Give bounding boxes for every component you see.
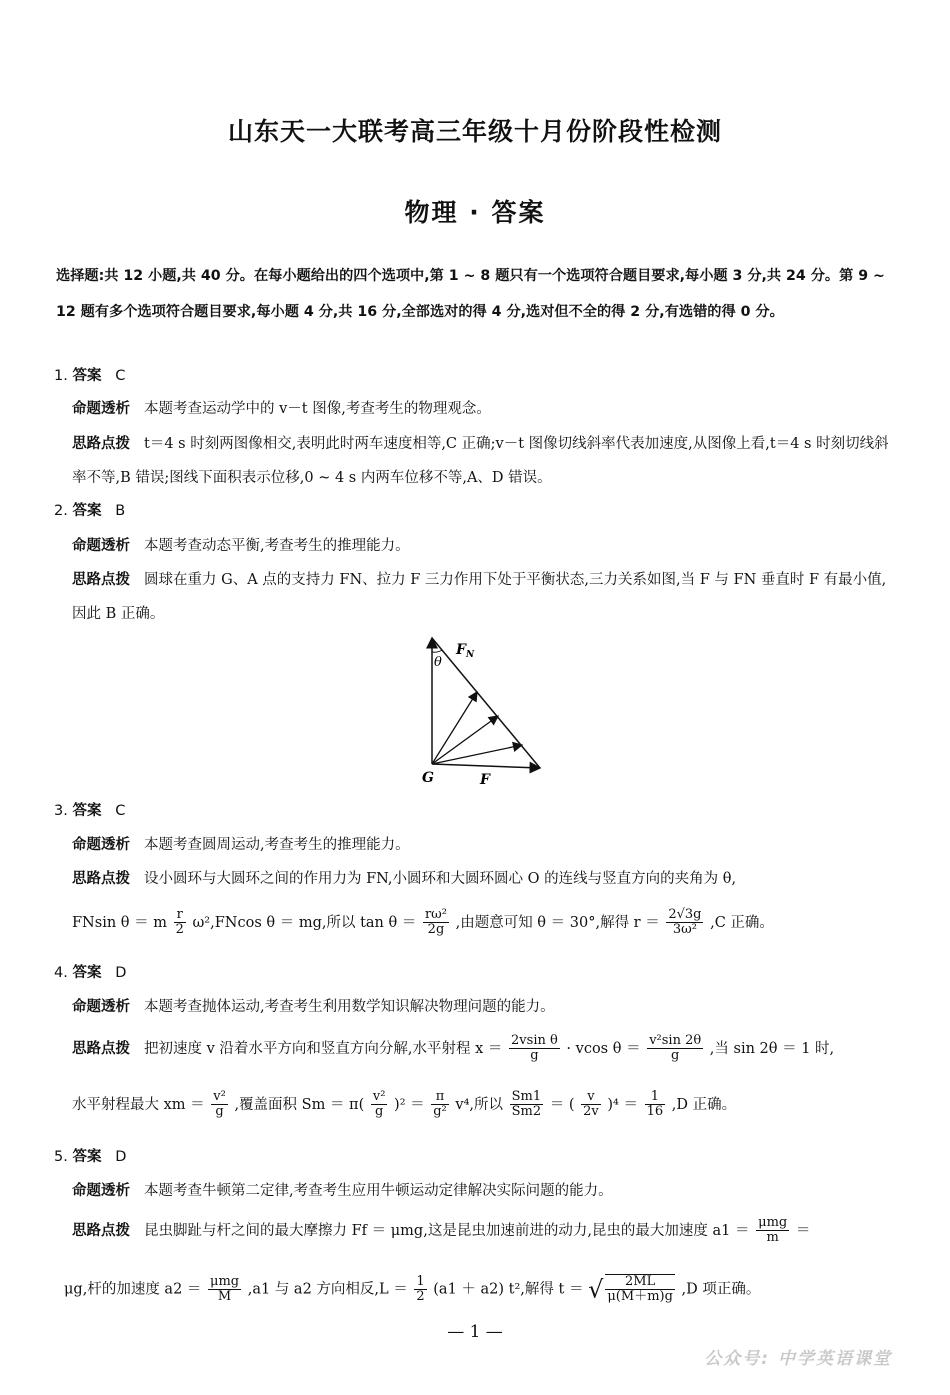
q3-hint-part-b: ω²,FNcos θ ＝ mg,所以 tan θ ＝: [192, 914, 417, 931]
q4-answer-value: D: [115, 965, 127, 981]
q5-insight-text: 本题考查牛顿第二定律,考查考生应用牛顿运动定律解决实际问题的能力。: [144, 1183, 613, 1199]
q3-frac-2: $\frac{\text{rω²}}{2g}$: [424, 907, 447, 938]
q4-insight: [72, 996, 555, 1018]
page-title: 山东天一大联考高三年级十月份阶段性检测: [227, 117, 722, 146]
q4-frac-2: $\frac{\text{v²sin 2θ}}{g}$: [649, 1033, 702, 1064]
q5-hint-part-d: ,a1 与 a2 方向相反,L ＝: [247, 1281, 408, 1298]
q4-hint-part-a: 把初速度 v 沿着水平方向和竖直方向分解,水平射程 x ＝: [144, 1040, 503, 1057]
q5-insight: [72, 1180, 613, 1202]
q4-hint-part-b: · vcos θ ＝: [566, 1040, 641, 1057]
tension-vector: [432, 764, 540, 768]
q3-hint-part-d: ,C 正确。: [710, 914, 774, 931]
hint-label: 思路点拨: [72, 436, 130, 452]
sqrt-sign-icon: √: [588, 1275, 604, 1304]
q1-insight: [72, 398, 491, 420]
answer-label: 答案: [72, 1149, 102, 1165]
fn-label: $F_N$: [456, 642, 475, 660]
q5-frac-3: $\frac{1}{2}$: [416, 1273, 425, 1304]
q4-answer: [54, 962, 126, 984]
q3-number: 3.: [54, 803, 68, 819]
q4-hint-part-e: ,覆盖面积 Sm ＝ π(: [234, 1096, 365, 1113]
q5-answer: [54, 1146, 126, 1168]
watermark: 公众号: 中学英语课堂: [704, 1349, 892, 1369]
q1-hint: [72, 427, 898, 495]
q1-insight-text: 本题考查运动学中的 v－t 图像,考查考生的物理观念。: [144, 401, 491, 417]
insight-label: 命题透析: [72, 1183, 130, 1199]
q3-frac-1: $\frac{r}{2}$: [175, 907, 184, 938]
page-number: — 1 —: [447, 1322, 503, 1342]
theta-label: θ: [434, 655, 442, 670]
hint-label: 思路点拨: [72, 572, 130, 588]
insight-label: 命题透析: [72, 401, 130, 417]
force-triangle-diagram: [410, 632, 560, 792]
insight-label: 命题透析: [72, 538, 130, 554]
q5-hint-line1: [72, 1216, 810, 1246]
q3-hint-text-1: 设小圆环与大圆环之间的作用力为 FN,小圆环和大圆环圆心 O 的连线与竖直方向的夹角为 θ,: [144, 871, 737, 887]
q3-hint-part-c: ,由题意可知 θ ＝ 30°,解得 r ＝: [455, 914, 660, 931]
answer-label: 答案: [72, 803, 102, 819]
q2-hint-text: 圆球在重力 G、A 点的支持力 FN、拉力 F 三力作用下处于平衡状态,三力关系如图,当 F 与 FN 垂直时 F 有最小值,因此 B 正确。: [72, 572, 887, 622]
q3-answer: [54, 800, 125, 822]
q5-hint-line2: [64, 1274, 760, 1305]
q2-insight: [72, 535, 410, 557]
answer-label: 答案: [72, 368, 102, 384]
insight-label: 命题透析: [72, 837, 130, 853]
q5-number: 5.: [54, 1149, 68, 1165]
insight-label: 命题透析: [72, 999, 130, 1015]
answer-label: 答案: [72, 503, 102, 519]
resultant-arrow-1: [432, 692, 477, 764]
q5-answer-value: D: [115, 1149, 127, 1165]
q4-hint-part-h: ＝ (: [549, 1096, 575, 1113]
intro-paragraph: 选择题:共 12 小题,共 40 分。在每小题给出的四个选项中,第 1 ~ 8 题只有一个选项符合题目要求,每小题 3 分,共 24 分。第 9 ~ 12 题有多个选项符合题目要求,每小题 4 分,共 16 分,全部选对的得 4 分,选对但不全的得 2 分,有选错的得 0 分。: [56, 268, 885, 320]
q5-frac-1: $\frac{\text{μmg}}{m}$: [758, 1215, 788, 1246]
q4-frac-4: $\frac{\text{v²}}{g}$: [372, 1089, 386, 1120]
q4-insight-text: 本题考查抛体运动,考查考生利用数学知识解决物理问题的能力。: [144, 999, 555, 1015]
q2-number: 2.: [54, 503, 68, 519]
q5-hint-part-e: (a1 ＋ a2) t²,解得 t ＝: [433, 1281, 584, 1298]
page-subtitle: 物理 · 答案: [404, 198, 546, 227]
q4-hint-part-d: 水平射程最大 xm ＝: [72, 1096, 205, 1113]
g-label: G: [422, 770, 434, 786]
q5-hint-part-c: μg,杆的加速度 a2 ＝: [64, 1281, 202, 1298]
theta-arc: [432, 650, 442, 652]
q3-insight-text: 本题考查圆周运动,考查考生的推理能力。: [144, 837, 410, 853]
q4-frac-6: $\frac{Sm1}{Sm2}$: [511, 1089, 542, 1120]
q1-answer-value: C: [115, 368, 126, 384]
q4-frac-1: $\frac{\text{2vsin θ}}{g}$: [511, 1033, 558, 1064]
q1-hint-text: t＝4 s 时刻两图像相交,表明此时两车速度相等,C 正确;v－t 图像切线斜率代表加速度,从图像上看,t＝4 s 时刻切线斜率不等,B 错误;图线下面积表示位移,0 ~ 4 s 内两车位移不等,A、D 错误。: [72, 436, 889, 486]
q4-hint-line1: [72, 1034, 834, 1064]
hint-label: 思路点拨: [72, 1040, 130, 1057]
q4-hint-part-c: ,当 sin 2θ ＝ 1 时,: [709, 1040, 835, 1057]
q4-frac-8: $\frac{1}{16}$: [646, 1089, 664, 1120]
q3-frac-3: $\frac{2√3g}{\text{3ω²}}$: [668, 907, 702, 938]
q5-hint-part-f: ,D 项正确。: [681, 1281, 761, 1298]
hint-label: 思路点拨: [72, 1222, 130, 1239]
q3-insight: [72, 834, 410, 856]
q4-hint-part-f: )² ＝: [394, 1096, 425, 1113]
q1-answer: [54, 365, 125, 387]
q3-hint-line2: [72, 908, 774, 938]
q2-answer: [54, 500, 125, 522]
support-force-line: [432, 638, 540, 768]
q3-hint-line1: [72, 868, 736, 890]
q4-frac-7: $\frac{v}{2v}$: [583, 1089, 599, 1120]
answer-label: 答案: [72, 965, 102, 981]
q4-frac-3: $\frac{\text{v²}}{g}$: [213, 1089, 226, 1120]
q3-hint-part-a: FNsin θ ＝ m: [72, 914, 167, 931]
q4-hint-part-i: )⁴ ＝: [607, 1096, 638, 1113]
q4-frac-5: $\frac{\pi}{\text{g²}}$: [433, 1089, 447, 1120]
q4-hint-part-g: v⁴,所以: [455, 1096, 504, 1113]
q5-frac-2: $\frac{\text{μmg}}{M}$: [210, 1273, 240, 1304]
q4-hint-part-j: ,D 正确。: [671, 1096, 737, 1113]
q3-answer-value: C: [115, 803, 126, 819]
q5-hint-part-a: 昆虫脚趾与杆之间的最大摩擦力 Ff ＝ μmg,这是昆虫加速前进的动力,昆虫的最大加速度 a1 ＝: [144, 1222, 750, 1239]
q5-sqrt-frac: $\frac{2ML}{\mu(M+m)g}$: [607, 1274, 673, 1305]
hint-label: 思路点拨: [72, 871, 130, 887]
f-label: F: [480, 772, 490, 788]
q5-hint-part-b: ＝: [795, 1222, 811, 1239]
q4-number: 4.: [54, 965, 68, 981]
q1-number: 1.: [54, 368, 68, 384]
q2-answer-value: B: [115, 503, 126, 519]
q2-hint: [72, 563, 898, 631]
q4-hint-line2: [72, 1090, 736, 1120]
q2-insight-text: 本题考查动态平衡,考查考生的推理能力。: [144, 538, 410, 554]
